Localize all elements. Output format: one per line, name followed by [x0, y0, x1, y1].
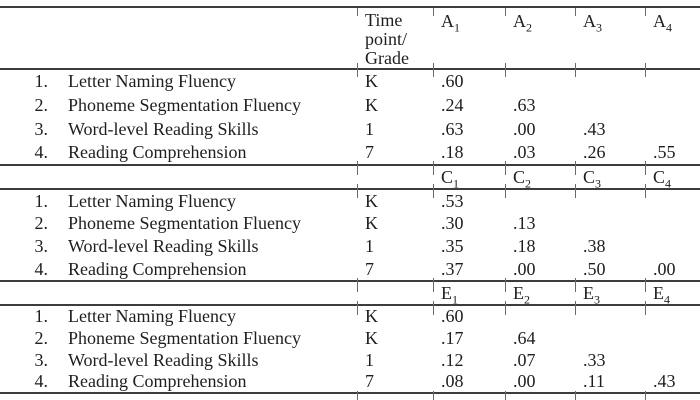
value-cell	[575, 189, 645, 212]
value-cell: .33	[583, 349, 606, 370]
value-cell: .60	[441, 71, 464, 91]
table-row	[0, 235, 700, 258]
row-number: 2.	[34, 327, 48, 348]
column-tick	[645, 161, 646, 175]
value-cell	[575, 305, 645, 327]
grade-cell: 7	[365, 371, 374, 391]
value-cell: .38	[583, 236, 606, 256]
corner-cell	[0, 281, 357, 305]
column-tick	[357, 8, 358, 16]
value-cell	[575, 212, 645, 235]
grade-cell: K	[365, 213, 378, 233]
value-cell	[505, 69, 575, 93]
value-cell: .13	[513, 213, 536, 233]
row-label-cell	[0, 371, 357, 393]
row-label: Phoneme Segmentation Fluency	[68, 213, 301, 233]
value-cell: .07	[513, 349, 536, 370]
column-header-cell: $E_4$	[645, 281, 700, 305]
value-cell	[575, 327, 645, 349]
value-cell: .30	[441, 213, 464, 233]
column-tick	[433, 8, 434, 16]
value-cell: .37	[441, 258, 464, 279]
section-c	[0, 165, 700, 281]
column-header-cell: $C_1$	[433, 165, 505, 189]
value-cell: .00	[513, 258, 536, 279]
column-tick	[575, 8, 576, 16]
value-cell: .18	[441, 142, 464, 162]
value-cell: .55	[653, 142, 676, 162]
section-e	[0, 281, 700, 393]
corner-cell	[0, 165, 357, 189]
value-cell: .17	[441, 327, 464, 348]
row-label-cell	[0, 189, 357, 212]
table-header-row	[0, 7, 700, 69]
row-label: Letter Naming Fluency	[68, 306, 236, 326]
row-label: Word-level Reading Skills	[68, 236, 259, 256]
value-cell: .03	[513, 142, 536, 162]
value-cell	[575, 93, 645, 117]
column-tick	[357, 391, 358, 400]
row-label: Word-level Reading Skills	[68, 118, 259, 139]
column-tick	[575, 278, 576, 292]
table-row	[0, 349, 700, 371]
table-row	[0, 305, 700, 327]
value-cell	[645, 235, 700, 258]
row-label: Phoneme Segmentation Fluency	[68, 94, 301, 115]
value-cell: .00	[653, 258, 676, 279]
grade-cell: K	[365, 306, 378, 326]
column-tick	[505, 161, 506, 175]
row-label: Reading Comprehension	[68, 142, 247, 162]
row-label-cell	[0, 69, 357, 93]
column-tick	[645, 391, 646, 400]
column-tick	[505, 391, 506, 400]
column-header-cell: $C_2$	[505, 165, 575, 189]
value-cell	[645, 189, 700, 212]
time-header-line: Grade	[365, 48, 409, 68]
column-header-cell: $A_3$	[575, 7, 645, 69]
table-row	[0, 69, 700, 93]
column-tick	[645, 301, 646, 315]
time-header-line: Time	[365, 10, 403, 30]
column-header-cell: $A_1$	[433, 7, 505, 69]
value-cell	[505, 305, 575, 327]
value-cell: .63	[513, 94, 536, 115]
row-label-cell	[0, 212, 357, 235]
value-cell: .53	[441, 190, 464, 211]
row-label: Reading Comprehension	[68, 258, 247, 279]
row-number: 4.	[34, 142, 48, 162]
value-cell: .63	[441, 118, 464, 139]
column-tick	[505, 301, 506, 315]
grade-cell: K	[365, 190, 378, 211]
column-tick	[645, 184, 646, 198]
row-number: 4.	[34, 258, 48, 279]
column-tick	[433, 391, 434, 400]
row-number: 3.	[34, 349, 48, 370]
correlation-table	[0, 6, 700, 394]
column-tick	[575, 391, 576, 400]
value-cell	[645, 212, 700, 235]
column-tick	[505, 278, 506, 292]
value-cell: .64	[513, 327, 536, 348]
table-row	[0, 117, 700, 141]
value-cell: .60	[441, 306, 464, 326]
value-cell	[505, 189, 575, 212]
column-header-cell: $C_4$	[645, 165, 700, 189]
table-row	[0, 327, 700, 349]
row-label-cell	[0, 258, 357, 281]
value-cell: .26	[583, 142, 606, 162]
row-number: 1.	[34, 190, 48, 211]
row-label: Word-level Reading Skills	[68, 349, 259, 370]
column-tick	[433, 161, 434, 175]
time-header-cell	[357, 7, 433, 69]
table-row	[0, 258, 700, 281]
column-header-cell: $E_2$	[505, 281, 575, 305]
table-row	[0, 212, 700, 235]
value-cell: .43	[583, 118, 606, 139]
value-cell: .35	[441, 236, 464, 256]
row-number: 3.	[34, 236, 48, 256]
column-header-cell: $A_2$	[505, 7, 575, 69]
row-label-cell	[0, 235, 357, 258]
row-number: 2.	[34, 94, 48, 115]
column-tick	[357, 184, 358, 198]
value-cell	[645, 93, 700, 117]
table-row	[0, 93, 700, 117]
row-label-cell	[0, 117, 357, 141]
section-a	[0, 7, 700, 165]
grade-cell: 1	[365, 118, 374, 139]
column-tick	[357, 301, 358, 315]
column-tick	[505, 184, 506, 198]
column-tick	[645, 63, 646, 77]
table-header-row	[0, 281, 700, 305]
column-header-cell: $E_3$	[575, 281, 645, 305]
time-header-cell	[357, 165, 433, 189]
value-cell	[645, 69, 700, 93]
value-cell	[645, 327, 700, 349]
corner-cell	[0, 7, 357, 69]
row-label-cell	[0, 305, 357, 327]
grade-cell: 1	[365, 349, 374, 370]
row-number: 3.	[34, 118, 48, 139]
row-number: 1.	[34, 306, 48, 326]
row-label-cell	[0, 327, 357, 349]
column-tick	[645, 8, 646, 16]
value-cell: .00	[513, 118, 536, 139]
value-cell: .12	[441, 349, 464, 370]
row-label-cell	[0, 349, 357, 371]
row-label: Letter Naming Fluency	[68, 71, 236, 91]
row-label-cell	[0, 141, 357, 165]
value-cell: .18	[513, 236, 536, 256]
value-cell: .08	[441, 371, 464, 391]
table-header-row	[0, 165, 700, 189]
value-cell: .11	[583, 371, 605, 391]
column-tick	[575, 161, 576, 175]
value-cell	[575, 69, 645, 93]
column-tick	[357, 63, 358, 77]
row-number: 4.	[34, 371, 48, 391]
grade-cell: K	[365, 327, 378, 348]
grade-cell: 7	[365, 142, 374, 162]
grade-cell: 7	[365, 258, 374, 279]
grade-cell: K	[365, 94, 378, 115]
column-tick	[505, 63, 506, 77]
row-label: Reading Comprehension	[68, 371, 247, 391]
grade-cell: 1	[365, 236, 374, 256]
column-header-cell: $C_3$	[575, 165, 645, 189]
column-tick	[357, 161, 358, 175]
value-cell: .43	[653, 371, 676, 391]
table-row	[0, 189, 700, 212]
time-header-line: point/	[365, 29, 408, 49]
column-tick	[433, 278, 434, 292]
column-tick	[505, 8, 506, 16]
value-cell	[645, 305, 700, 327]
value-cell: .24	[441, 94, 464, 115]
row-label: Letter Naming Fluency	[68, 190, 236, 211]
column-tick	[575, 184, 576, 198]
column-tick	[645, 278, 646, 292]
row-number: 1.	[34, 71, 48, 91]
value-cell	[645, 349, 700, 371]
column-tick	[357, 278, 358, 292]
value-cell: .50	[583, 258, 606, 279]
value-cell	[645, 117, 700, 141]
value-cell: .00	[513, 371, 536, 391]
column-tick	[575, 63, 576, 77]
table-row	[0, 141, 700, 165]
column-header-cell: $E_1$	[433, 281, 505, 305]
time-header-cell	[357, 281, 433, 305]
row-label-cell	[0, 93, 357, 117]
column-header-cell: $A_4$	[645, 7, 700, 69]
table-row	[0, 371, 700, 393]
column-tick	[433, 184, 434, 198]
column-tick	[575, 301, 576, 315]
column-tick	[433, 63, 434, 77]
column-tick	[433, 301, 434, 315]
row-number: 2.	[34, 213, 48, 233]
row-label: Phoneme Segmentation Fluency	[68, 327, 301, 348]
grade-cell: K	[365, 71, 378, 91]
